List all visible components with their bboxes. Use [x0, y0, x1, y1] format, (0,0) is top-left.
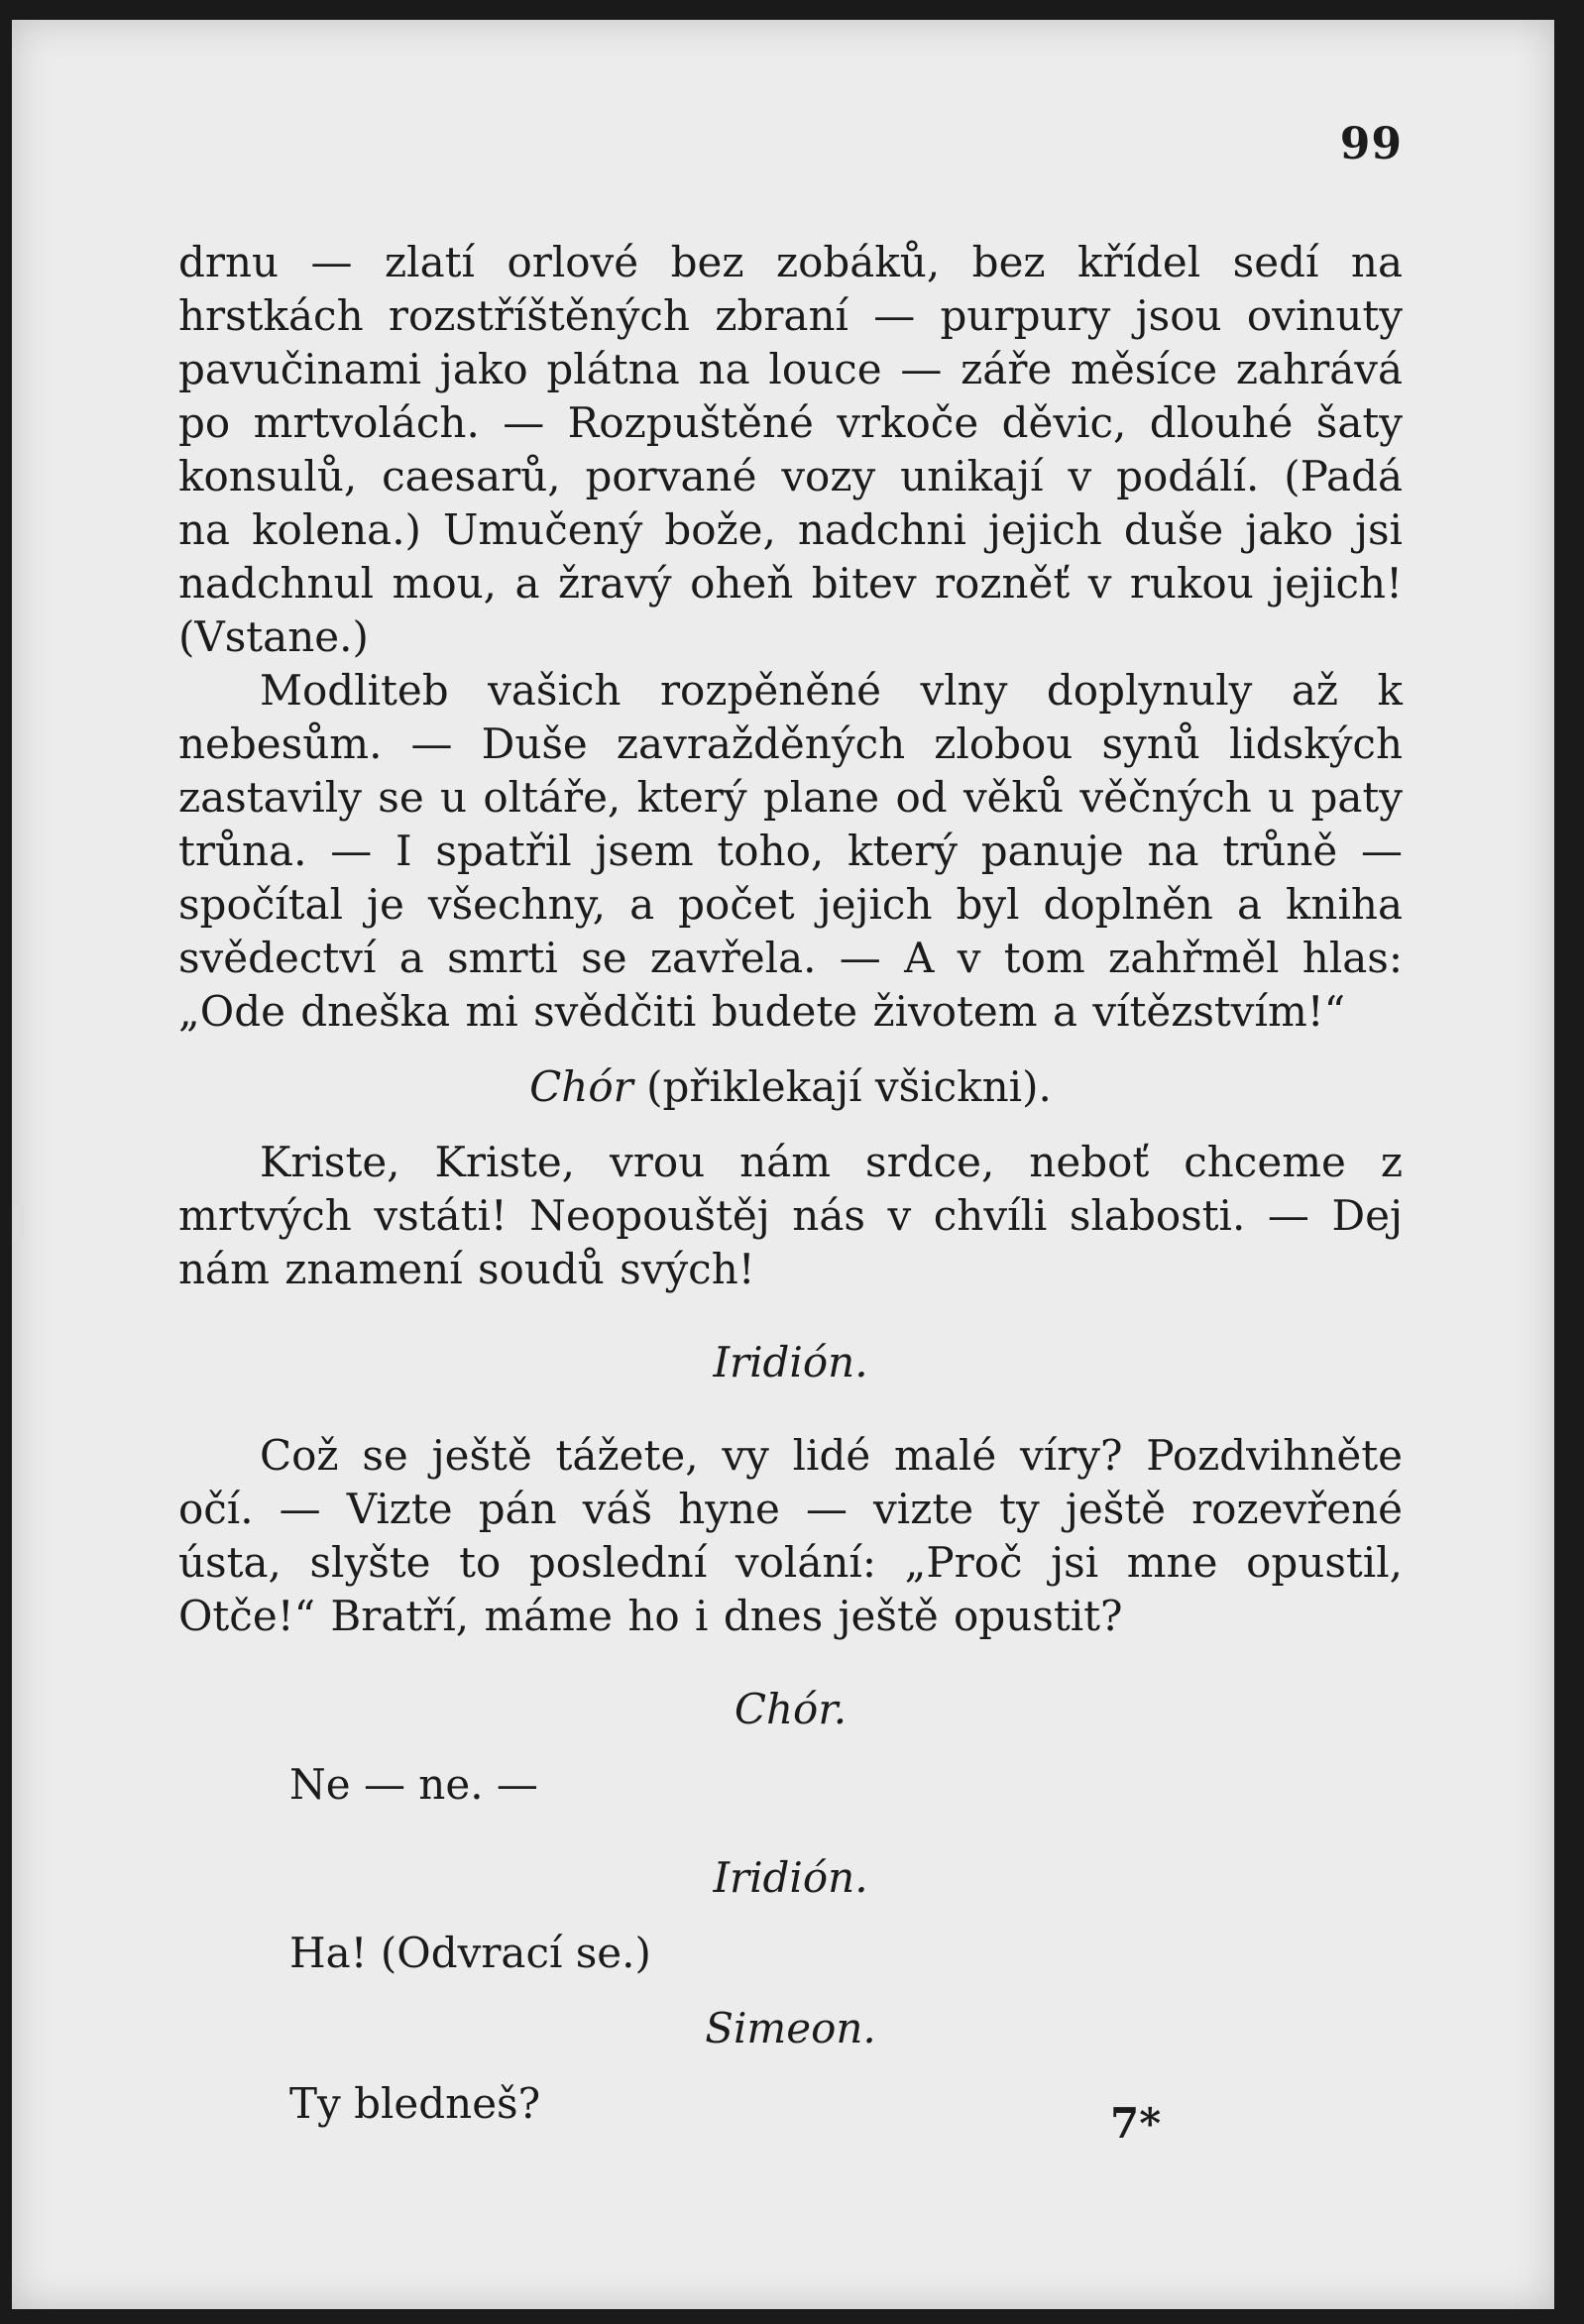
printer-signature: 7*	[1110, 2099, 1162, 2148]
stage-direction: (přiklekají všickni).	[646, 1062, 1052, 1111]
book-page	[12, 20, 1554, 2309]
page-number: 99	[1339, 119, 1403, 169]
paragraph-2: Modliteb vašich rozpěněné vlny doplynuly až k nebesům. — Duše zavražděných zlobou synů lidských zastavily se u oltáře, který plane od věků věčných u paty trůna. — I spatřil jsem toho, který panuje na trůně — spočítal je všechny, a počet jejich byl doplněn a kniha svědectví a smrti se zavřela. — A v tom zahřměl hlas: „Ode dneška mi svědčiti budete životem a vítězstvím!“	[178, 666, 1403, 1036]
speaker-heading-2: Iridión.	[713, 1338, 868, 1386]
paragraph-3: Kriste, Kriste, vrou nám srdce, neboť chceme z mrtvých vstáti! Neopouštěj nás v chvíli slabosti. — Dej nám znamení soudů svých!	[178, 1138, 1403, 1293]
dialogue-line-3: Ty bledneš?	[289, 2079, 541, 2128]
speaker-heading-1	[178, 1060, 1403, 1114]
body-text	[178, 236, 1403, 2131]
dialogue-line-2: Ha! (Odvrací se.)	[289, 1929, 651, 1977]
page-content	[178, 20, 1403, 2309]
paragraph-4: Což se ještě tážete, vy lidé malé víry? Pozdvihněte očí. — Vizte pán váš hyne — vizte ty ještě rozevřené ústa, slyšte to poslední volání: „Proč jsi mne opustil, Otče!“ Bratří, máme ho i dnes ještě opustit?	[178, 1431, 1403, 1640]
dialogue-line-1: Ne — ne. —	[289, 1760, 538, 1809]
margin-mark	[14, 1204, 24, 1242]
speaker-heading-4: Iridión.	[713, 1853, 868, 1902]
speaker-heading-5: Simeon.	[705, 2004, 876, 2052]
speaker-heading-3: Chór.	[734, 1685, 848, 1733]
paragraph-1: drnu — zlatí orlové bez zobáků, bez křídel sedí na hrstkách rozstříštěných zbraní — purpury jsou ovinuty pavučinami jako plátna na louce — záře měsíce zahrává po mrtvolách. — Rozpuštěné vrkoče děvic, dlouhé šaty konsulů, caesarů, porvané vozy unikají v podálí. (Padá na kolena.) Umučený bože, nadchni jejich duše jako jsi nadchnul mou, a žravý oheň bitev rozněť v rukou jejich! (Vstane.)	[178, 238, 1403, 661]
speaker-name: Chór	[529, 1062, 633, 1111]
